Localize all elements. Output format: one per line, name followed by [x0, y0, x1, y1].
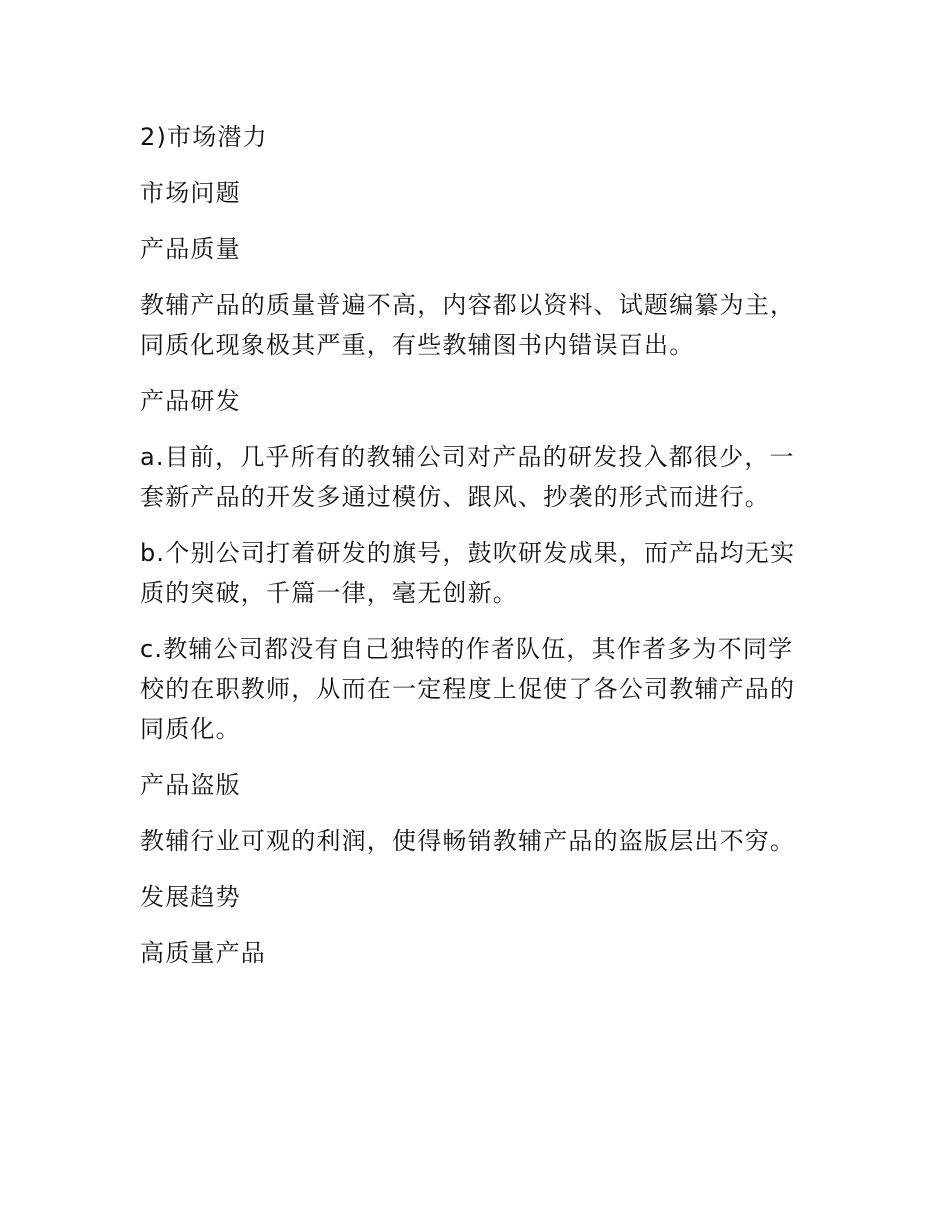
heading-market-issues: 市场问题 — [140, 179, 241, 207]
document-body — [140, 117, 808, 989]
section-heading-market-potential: 2)市场潜力 — [140, 123, 268, 151]
heading-product-quality: 产品质量 — [140, 235, 241, 263]
paragraph-rnd-b: b.个别公司打着研发的旗号，鼓吹研发成果，而产品均无实质的突破，千篇一律，毫无创新。 — [140, 539, 796, 607]
paragraph-product-piracy: 教辅行业可观的利润，使得畅销教辅产品的盗版层出不穷。 — [140, 827, 796, 855]
heading-development-trend: 发展趋势 — [140, 883, 241, 911]
paragraph-product-quality: 教辅产品的质量普遍不高，内容都以资料、试题编纂为主，同质化现象极其严重，有些教辅图书内错误百出。 — [140, 291, 796, 359]
paragraph-rnd-c: c.教辅公司都没有自己独特的作者队伍，其作者多为不同学校的在职教师，从而在一定程度上促使了各公司教辅产品的同质化。 — [140, 635, 796, 743]
heading-high-quality-products: 高质量产品 — [140, 939, 266, 967]
heading-product-rnd: 产品研发 — [140, 387, 241, 415]
paragraph-rnd-a: a.目前，几乎所有的教辅公司对产品的研发投入都很少，一套新产品的开发多通过模仿、跟风、抄袭的形式而进行。 — [140, 443, 795, 511]
heading-product-piracy: 产品盗版 — [140, 771, 241, 799]
